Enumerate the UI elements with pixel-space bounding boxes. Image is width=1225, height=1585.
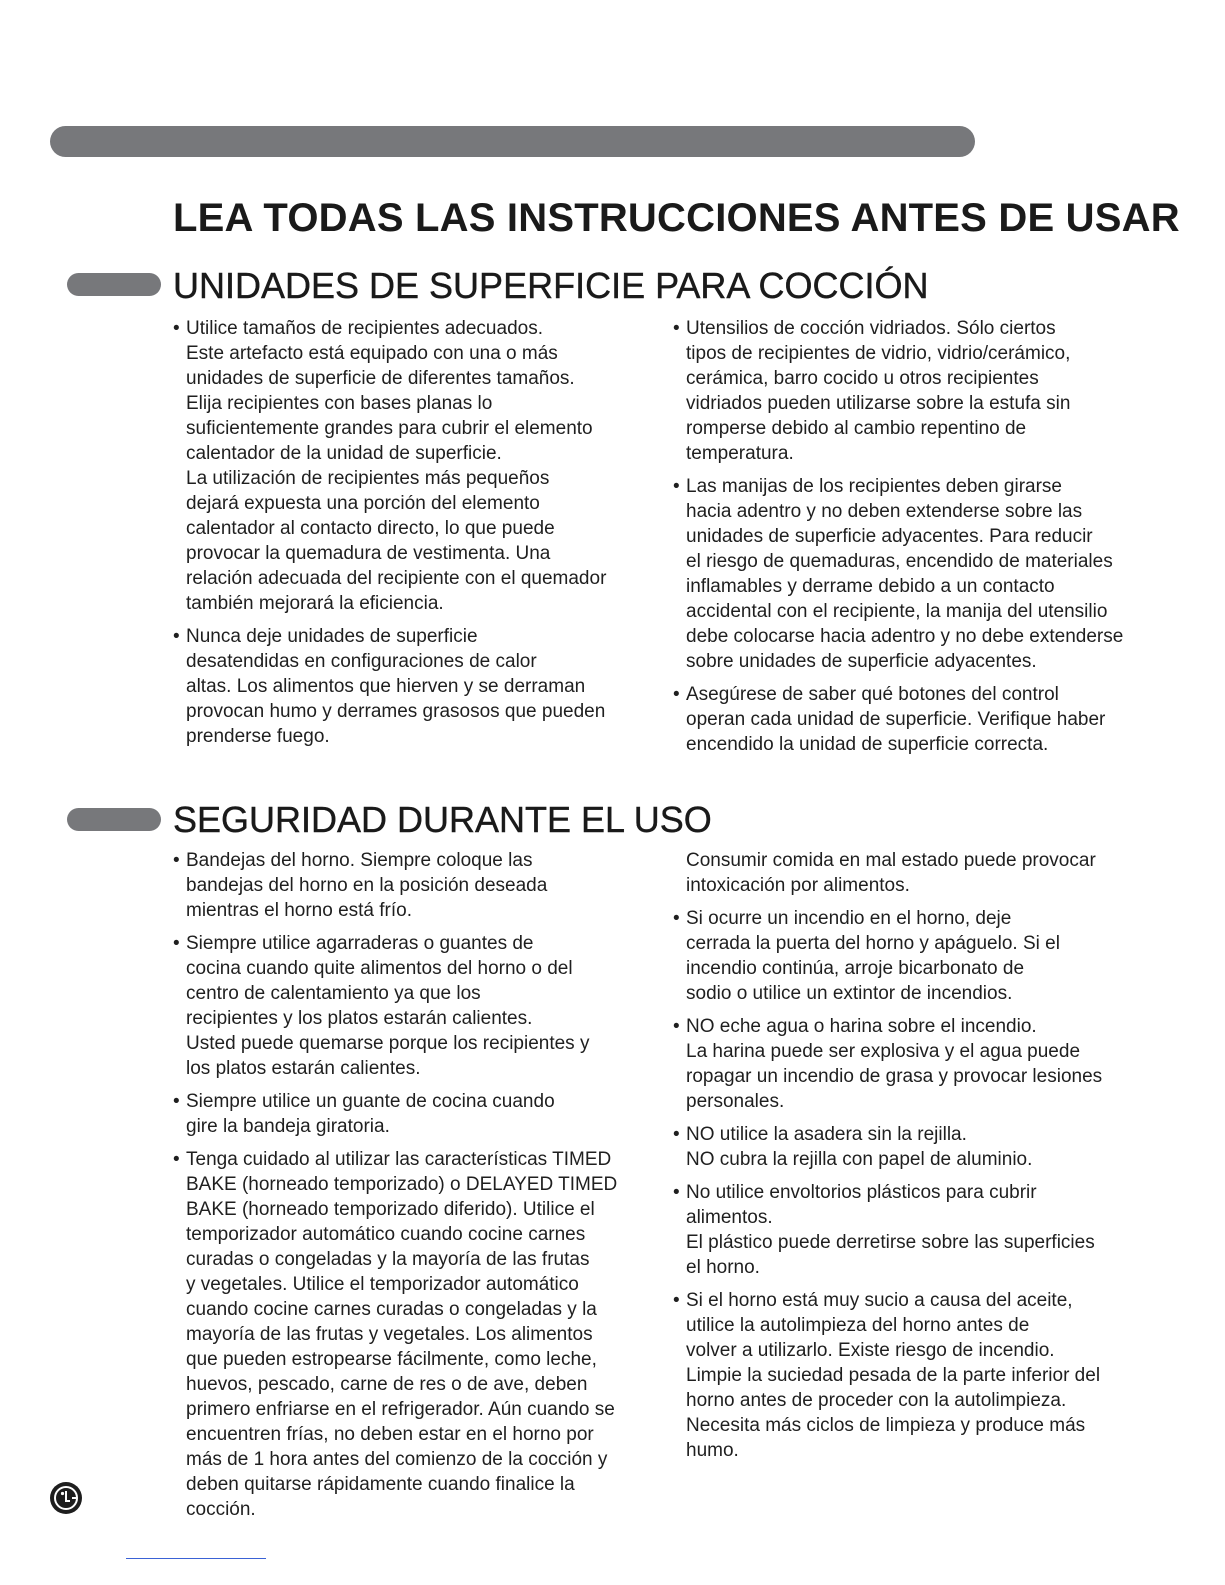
list-item: • Utensilios de cocción vidriados. Sólo ciertos tipos de recipientes de vidrio, vidrio/cerámico, cerámica, barro cocido u otros recipientes vidriados pueden utilizarse sobre la estufa sin romperse debido al cambio repentino de temperatura.	[673, 316, 1173, 466]
lg-logo-mark	[50, 1482, 82, 1514]
list-item: • Nunca deje unidades de superficie desatendidas en configuraciones de calor altas. Los alimentos que hierven y se derraman provocan humo y derrames grasosos que pueden prenderse fuego.	[173, 624, 653, 749]
list-item: • Siempre utilice un guante de cocina cuando gire la bandeja giratoria.	[173, 1089, 653, 1139]
section-marker	[67, 808, 161, 831]
list-item: • NO eche agua o harina sobre el incendio. La harina puede ser explosiva y el agua puede ropagar un incendio de grasa y provocar lesiones personales.	[673, 1014, 1173, 1114]
lg-logo-icon	[50, 1482, 82, 1514]
page-title: LEA TODAS LAS INSTRUCCIONES ANTES DE USAR	[173, 196, 1180, 240]
list-item: • Utilice tamaños de recipientes adecuados. Este artefacto está equipado con una o más unidades de superficie de diferentes tamaños. Elija recipientes con bases planas lo suficientemente grandes para cubrir el elemento calentador de la unidad de superficie. La utilización de recipientes más pequeños dejará expuesta una porción del elemento calentador al contacto directo, lo que puede provocar la quemadura de vestimenta. Una relación adecuada del recipiente con el quemador también mejorará la eficiencia.	[173, 316, 653, 616]
list-item: • Tenga cuidado al utilizar las características TIMED BAKE (horneado temporizado) o DELAYED TIMED BAKE (horneado temporizado diferido). Utilice el temporizador automático cuando cocine carnes curadas o congeladas y la mayoría de las frutas y vegetales. Utilice el temporizador automático cuando cocine carnes curadas o congeladas y la mayoría de las frutas y vegetales. Los alimentos que pueden estropearse fácilmente, como leche, huevos, pescado, carne de res o de ave, deben primero enfriarse en el refrigerador. Aún cuando se encuentren frías, no deben estar en el horno por más de 1 hora antes del comienzo de la cocción y deben quitarse rápidamente cuando finalice la cocción.	[173, 1147, 653, 1522]
section-title-surface-units: UNIDADES DE SUPERFICIE PARA COCCIÓN	[173, 265, 929, 306]
list-item: • Si ocurre un incendio en el horno, deje cerrada la puerta del horno y apáguelo. Si el incendio continúa, arroje bicarbonato de sodio o utilice un extintor de incendios.	[673, 906, 1173, 1006]
list-item: • No utilice envoltorios plásticos para cubrir alimentos. El plástico puede derretirse sobre las superficies el horno.	[673, 1180, 1173, 1280]
list-item: • Asegúrese de saber qué botones del control operan cada unidad de superficie. Verifique haber encendido la unidad de superficie correcta.	[673, 682, 1173, 757]
section-title-safety-in-use: SEGURIDAD DURANTE EL USO	[173, 799, 712, 840]
list-item: • NO utilice la asadera sin la rejilla. NO cubra la rejilla con papel de aluminio.	[673, 1122, 1173, 1172]
list-item-continuation: Consumir comida en mal estado puede provocar intoxicación por alimentos.	[686, 850, 1096, 896]
section-marker	[67, 273, 161, 296]
section2-left-column	[173, 848, 653, 1530]
list-item: • Siempre utilice agarraderas o guantes de cocina cuando quite alimentos del horno o del centro de calentamiento ya que los recipientes y los platos estarán calientes. Usted puede quemarse porque los recipientes y los platos estarán calientes.	[173, 931, 653, 1081]
section2-right-column	[673, 848, 1173, 1471]
header-bar	[50, 126, 975, 157]
section1-left-column	[173, 316, 653, 757]
list-item: • Si el horno está muy sucio a causa del aceite, utilice la autolimpieza del horno antes de volver a utilizarlo. Existe riesgo de incendio. Limpie la suciedad pesada de la parte inferior del horno antes de proceder con la autolimpieza. Necesita más ciclos de limpieza y produce más humo.	[673, 1288, 1173, 1463]
list-item: • Bandejas del horno. Siempre coloque las bandejas del horno en la posición deseada mientras el horno está frío.	[173, 848, 653, 923]
section1-right-column	[673, 316, 1173, 765]
footer-rule	[126, 1558, 266, 1559]
list-item: • Las manijas de los recipientes deben girarse hacia adentro y no deben extenderse sobre las unidades de superficie adyacentes. Para reducir el riesgo de quemaduras, encendido de materiales inflamables y derrame debido a un contacto accidental con el recipiente, la manija del utensilio debe colocarse hacia adentro y no debe extenderse sobre unidades de superficie adyacentes.	[673, 474, 1173, 674]
